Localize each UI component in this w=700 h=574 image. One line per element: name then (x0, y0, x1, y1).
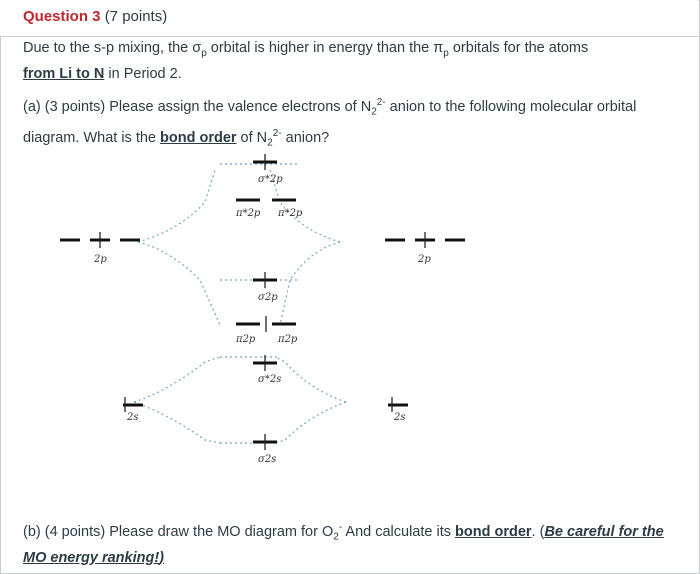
right-2p-label: 2p (418, 254, 431, 265)
question-title (23, 8, 167, 25)
pi-star-2p-label: π*2p (278, 208, 303, 219)
part-a-paragraph: (a) (3 points) Please assign the valence electrons of $N_2^{2-}$ anion to the following molecular orbital diagram. What is the bond order of $N_2^{2-}$ anion? (23, 97, 637, 149)
question-points: (7 points) (104, 8, 168, 25)
right-2s-label: 2s (394, 412, 406, 423)
mo-diagram (40, 150, 520, 480)
pi-2p-label: π2p (278, 334, 298, 345)
sigma-2p-label: σ2p (258, 292, 278, 303)
correlation-line (138, 242, 220, 325)
sigma-star-2p-label: σ*2p (258, 174, 283, 185)
atom-range: from Li to N (23, 65, 105, 82)
pi-star-2p-label: π*2p (236, 208, 261, 219)
correlation-line (275, 402, 346, 443)
part-b-paragraph: (b) (4 points) Please draw the MO diagram for $O_2^-$ And calculate its bond order. (Be careful for the MO energy ranking!) (23, 522, 664, 566)
correlation-line (138, 170, 215, 242)
sigma-2s-label: σ2s (258, 454, 277, 465)
bond-order-b: bond order (455, 523, 532, 540)
bond-order-a: bond order (160, 129, 237, 146)
left-2p-label: 2p (94, 254, 107, 265)
question-header (0, 0, 698, 37)
correlation-line (280, 242, 340, 325)
correlation-line (275, 357, 346, 402)
sigma-star-2s-label: σ*2s (258, 374, 282, 385)
correlation-line (134, 402, 220, 443)
intro-paragraph: Due to the s-p mixing, the $\sigma_p$ orbital is higher in energy than the $\pi_p$ orbitals for the atoms from Li to N in Period 2. (23, 40, 589, 82)
careful-note: Be careful for the MO energy ranking! (23, 523, 664, 566)
pi-2p-label: π2p (236, 334, 256, 345)
question-number: Question 3 (23, 8, 101, 25)
correlation-line (134, 357, 220, 402)
left-2s-label: 2s (127, 412, 139, 423)
